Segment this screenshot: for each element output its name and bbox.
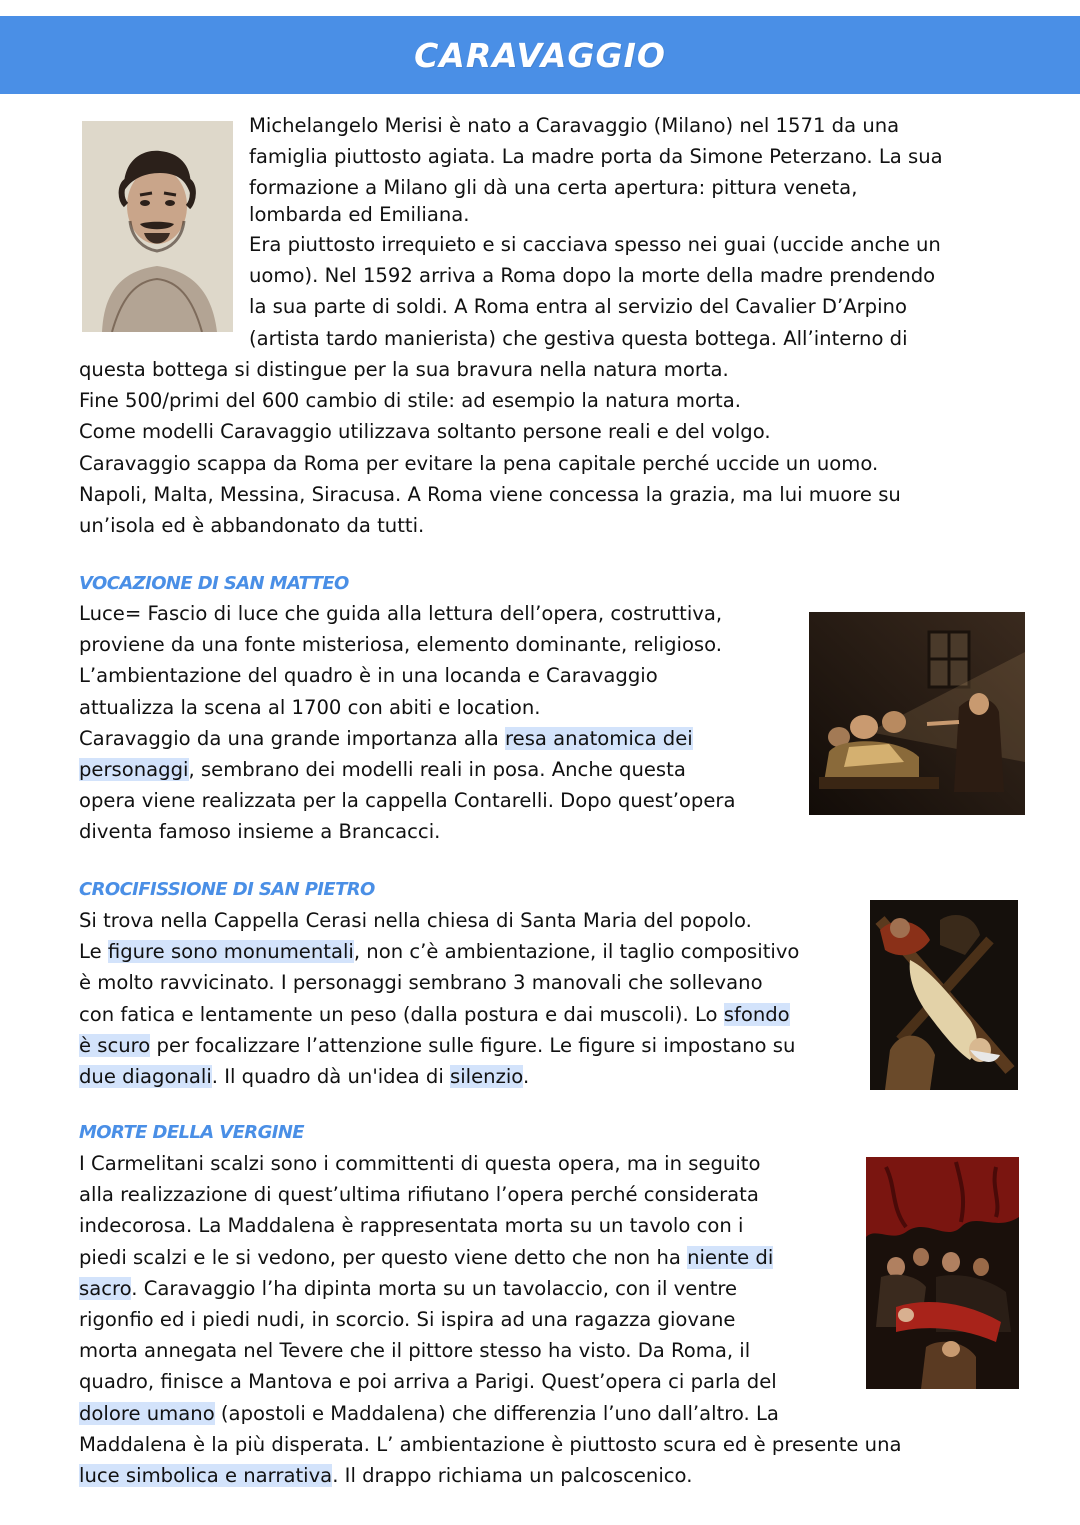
section-line: quadro, finisce a Mantova e poi arriva a Parigi. Quest’opera ci parla del	[79, 1370, 777, 1394]
section-line: Caravaggio da una grande importanza alla resa anatomica dei	[79, 726, 693, 750]
section-line: Si trova nella Cappella Cerasi nella chiesa di Santa Maria del popolo.	[79, 909, 752, 932]
section-line: indecorosa. La Maddalena è rappresentata morta su un tavolo con i	[79, 1214, 744, 1238]
highlighted-phrase: è scuro	[79, 1033, 151, 1057]
intro-line: Michelangelo Merisi è nato a Caravaggio (Milano) nel 1571 da una	[249, 114, 900, 137]
crucifixion-of-saint-peter-image	[870, 900, 1018, 1090]
section-line: rigonfio ed i piedi nudi, in scorcio. Si ispira ad una ragazza giovane	[79, 1307, 736, 1331]
intro-line: Caravaggio scappa da Roma per evitare la pena capitale perché uccide un uomo.	[79, 451, 879, 475]
intro-line: un’isola ed è abbandonato da tutti.	[79, 513, 425, 537]
intro-line: formazione a Milano gli dà una certa apertura: pittura veneta,	[249, 176, 858, 200]
intro-line: famiglia piuttosto agiata. La madre porta da Simone Peterzano. La sua	[249, 145, 943, 169]
section-line: opera viene realizzata per la cappella Contarelli. Dopo quest’opera	[79, 789, 736, 813]
intro-line: Era piuttosto irrequieto e si cacciava spesso nei guai (uccide anche un	[249, 233, 941, 256]
highlighted-phrase: due diagonali	[79, 1064, 212, 1088]
section-line: diventa famoso insieme a Brancacci.	[79, 820, 441, 844]
highlighted-phrase: personaggi	[79, 757, 189, 781]
section-line: sacro. Caravaggio l’ha dipinta morta su un tavolaccio, con il ventre	[79, 1276, 738, 1300]
intro-line: Come modelli Caravaggio utilizzava soltanto persone reali e del volgo.	[79, 420, 771, 444]
portrait-sketch-icon	[82, 121, 233, 332]
section-line: con fatica e lentamente un peso (dalla postura e dai muscoli). Lo sfondo	[79, 1002, 790, 1026]
section-line: luce simbolica e narrativa. Il drappo richiama un palcoscenico.	[79, 1463, 693, 1487]
highlighted-phrase: resa anatomica dei	[505, 726, 693, 750]
section-line: L’ambientazione del quadro è in una locanda e Caravaggio	[79, 664, 658, 688]
section-line: due diagonali. Il quadro dà un'idea di silenzio.	[79, 1064, 530, 1088]
section-line: piedi scalzi e le si vedono, per questo viene detto che non ha niente di	[79, 1245, 774, 1269]
intro-line: Fine 500/primi del 600 cambio di stile: ad esempio la natura morta.	[79, 389, 741, 413]
highlighted-phrase: dolore umano	[79, 1401, 215, 1425]
section-body-vergine	[79, 1148, 902, 1491]
intro-paragraph-1	[249, 110, 943, 231]
highlighted-phrase: sfondo	[723, 1002, 790, 1026]
highlighted-phrase: sacro	[79, 1276, 132, 1300]
section-line: Le figure sono monumentali, non c’è ambientazione, il taglio compositivo	[79, 940, 800, 964]
section-line: personaggi, sembrano dei modelli reali in posa. Anche questa	[79, 757, 686, 781]
section-line: proviene da una fonte misteriosa, elemento dominante, religioso.	[79, 633, 723, 657]
section-heading-matteo: VOCAZIONE DI SAN MATTEO	[79, 573, 349, 594]
intro-paragraph-2	[249, 229, 941, 354]
section-body-pietro	[79, 905, 799, 1092]
section-line: Luce= Fascio di luce che guida alla lettura dell’opera, costruttiva,	[79, 602, 723, 625]
section-body-matteo	[79, 598, 735, 848]
intro-line: Napoli, Malta, Messina, Siracusa. A Roma viene concessa la grazia, ma lui muore su	[79, 482, 901, 506]
painting-matthew-icon	[809, 612, 1025, 815]
intro-line: questa bottega si distingue per la sua bravura nella natura morta.	[79, 358, 729, 381]
section-heading-vergine: MORTE DELLA VERGINE	[79, 1122, 304, 1143]
section-line: attualizza la scena al 1700 con abiti e location.	[79, 695, 541, 719]
title-banner	[0, 16, 1080, 94]
highlighted-phrase: silenzio	[450, 1064, 523, 1088]
intro-line: lombarda ed Emiliana.	[249, 203, 470, 227]
painting-virgin-icon	[866, 1157, 1019, 1389]
highlighted-phrase: niente di	[687, 1245, 774, 1269]
section-line: Maddalena è la più disperata. L’ ambientazione è piuttosto scura ed è presente una	[79, 1432, 902, 1456]
painting-peter-icon	[870, 900, 1018, 1090]
highlighted-phrase: luce simbolica e narrativa	[79, 1463, 333, 1487]
section-line: alla realizzazione di quest’ultima rifiutano l’opera perché considerata	[79, 1183, 759, 1207]
intro-line: la sua parte di soldi. A Roma entra al servizio del Cavalier D’Arpino	[249, 295, 907, 319]
highlighted-phrase: figure sono monumentali	[107, 940, 354, 964]
section-line: dolore umano (apostoli e Maddalena) che differenzia l’uno dall’altro. La	[79, 1401, 779, 1425]
caravaggio-portrait-image	[82, 121, 233, 332]
page-title: CARAVAGGIO	[414, 35, 666, 75]
death-of-the-virgin-image	[866, 1157, 1019, 1389]
intro-line: uomo). Nel 1592 arriva a Roma dopo la morte della madre prendendo	[249, 264, 936, 288]
section-line: è scuro per focalizzare l’attenzione sulle figure. Le figure si impostano su	[79, 1033, 796, 1057]
section-heading-pietro: CROCIFISSIONE DI SAN PIETRO	[79, 879, 375, 900]
section-line: morta annegata nel Tevere che il pittore stesso ha visto. Da Roma, il	[79, 1339, 751, 1363]
intro-line: (artista tardo manierista) che gestiva questa bottega. All’interno di	[249, 326, 908, 350]
section-line: I Carmelitani scalzi sono i committenti di questa opera, ma in seguito	[79, 1152, 761, 1175]
calling-of-saint-matthew-image	[809, 612, 1025, 815]
section-line: è molto ravvicinato. I personaggi sembrano 3 manovali che sollevano	[79, 971, 763, 995]
intro-paragraph-3	[79, 354, 901, 541]
